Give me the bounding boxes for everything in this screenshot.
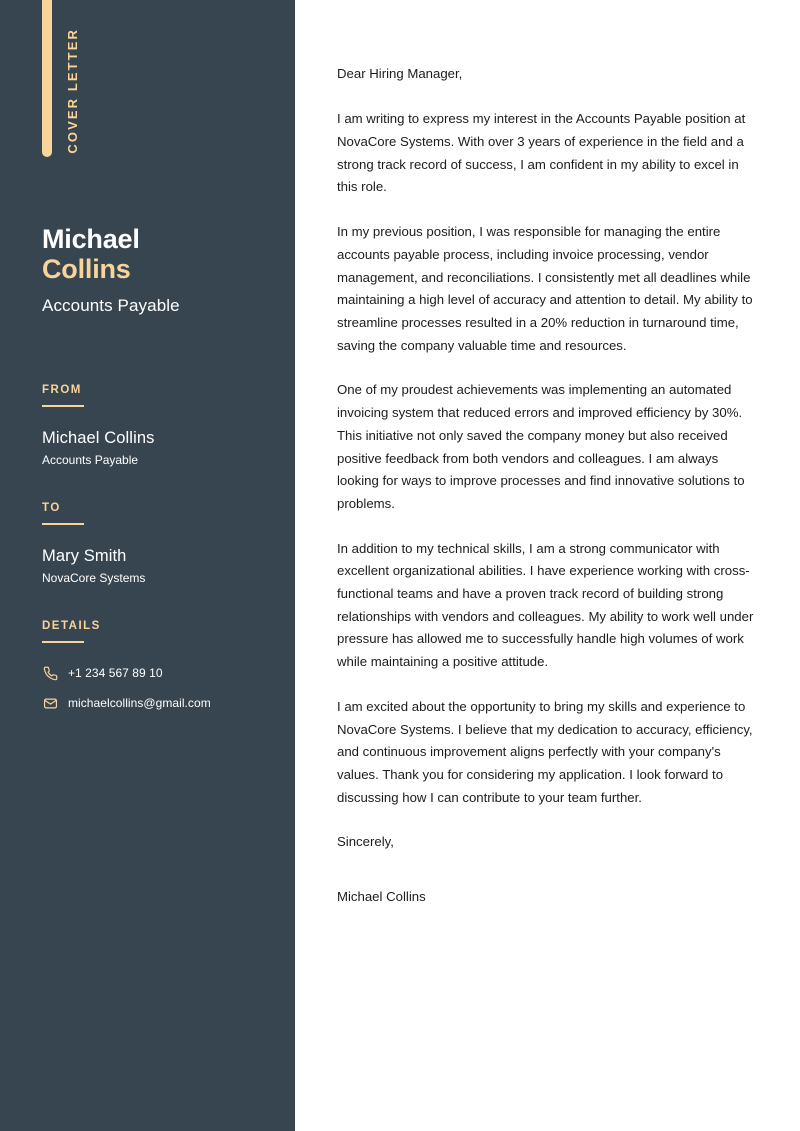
details-section [42,621,272,725]
last-name: Collins [42,254,131,285]
letter-paragraph: In my previous position, I was responsible for managing the entire accounts payable process, including invoice processing, vendor management, and reconciliations. I consistently met all deadlines while maintaining a high level of accuracy and attention to detail. My ability to streamline processes resulted in a 20% reduction in turnaround time, saving the company valuable time and resources. [337,224,753,353]
letter-paragraph: One of my proudest achievements was implementing an automated invoicing system that reduced errors and improved efficiency by 30%. This initiative not only saved the company money but also received positive feedback from both vendors and colleagues. I am always looking for ways to improve processes and find innovative solutions to problems. [337,382,745,511]
closing-line: Sincerely, [337,834,394,850]
to-subtitle: NovaCore Systems [42,571,146,586]
from-section [42,385,272,469]
from-heading: FROM [42,384,82,396]
letter-body [295,0,800,1131]
document-type-text: COVER LETTER [65,28,80,154]
email-address: michaelcollins@gmail.com [68,695,211,710]
first-name: Michael [42,224,140,254]
email-detail-row [42,695,272,712]
sidebar [0,0,295,1131]
from-subtitle: Accounts Payable [42,453,139,468]
to-section [42,503,272,587]
from-name: Michael Collins [42,428,155,447]
to-heading-rule [42,523,84,525]
letter-paragraph: I am excited about the opportunity to bring my skills and experience to NovaCore Systems. I believe that my dedication to accuracy, efficiency, and continuous improvement aligns perfectly with your company's values. Thank you for considering my application. I look forward to discussing how I can contribute to your team further. [337,698,753,805]
signature-name: Michael Collins [337,888,426,904]
phone-number: +1 234 567 89 10 [68,665,163,680]
from-heading-rule [42,405,84,407]
name-block [42,224,272,316]
to-heading: TO [42,502,61,514]
phone-icon [42,665,59,682]
phone-detail-row [42,665,272,682]
letter-paragraph: I am writing to express my interest in the Accounts Payable position at NovaCore Systems. With over 3 years of experience in the field and a strong track record of success, I am confident in my ability to excel in this role. [337,111,746,195]
document-type-label [66,28,79,160]
to-name: Mary Smith [42,546,127,565]
accent-bar [42,0,52,157]
details-heading: DETAILS [42,620,101,632]
letter-content [337,63,758,907]
details-list [42,665,272,712]
envelope-icon [42,695,59,712]
letter-paragraph: In addition to my technical skills, I am a strong communicator with excellent organizational abilities. I have experience working with cross-functional teams and have a proven track record of building strong relationships with vendors and colleagues. My ability to work well under pressure has allowed me to successfully handle high volumes of work while maintaining a positive attitude. [337,540,754,670]
job-title: Accounts Payable [42,296,180,316]
salutation: Dear Hiring Manager, [337,66,463,81]
details-heading-rule [42,641,84,643]
